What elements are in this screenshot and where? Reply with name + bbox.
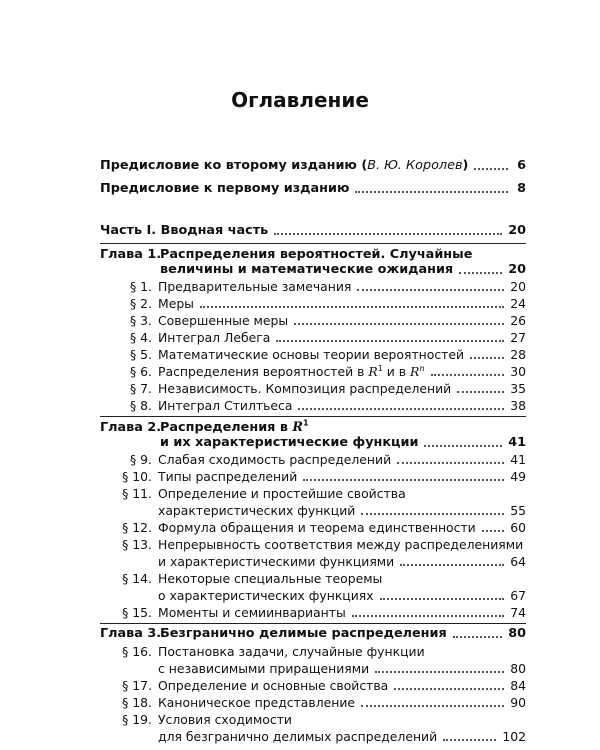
entry-label: Предисловие к первому изданию bbox=[100, 181, 350, 196]
leader-dots bbox=[276, 340, 504, 342]
section-19-line-1: § 19. Условия сходимости bbox=[122, 712, 292, 727]
section-16-line-1: § 16. Постановка задачи, случайные функции bbox=[122, 644, 425, 659]
toc-entry-section-7[interactable]: § 7. Независимость. Композиция распределений 35 bbox=[130, 381, 526, 396]
toc-entry-section-14[interactable]: о характеристических функциях 67 bbox=[158, 588, 526, 603]
toc-entry-chapter-1[interactable] bbox=[160, 262, 526, 278]
leader-dots bbox=[459, 272, 502, 274]
leader-dots bbox=[431, 374, 505, 376]
leader-dots bbox=[453, 636, 502, 638]
leader-dots bbox=[443, 739, 496, 741]
entry-label: величины и математические ожидания bbox=[160, 262, 454, 277]
leader-dots bbox=[457, 391, 504, 393]
leader-dots bbox=[274, 233, 502, 235]
leader-dots bbox=[470, 357, 504, 359]
toc-entry-section-3[interactable]: § 3. Совершенные меры 26 bbox=[130, 313, 526, 328]
toc-entry-section-10[interactable]: § 10. Типы распределений 49 bbox=[122, 469, 526, 484]
toc-title: Оглавление bbox=[231, 88, 369, 112]
toc-entry-section-9[interactable]: § 9. Слабая сходимость распределений 41 bbox=[130, 452, 526, 467]
toc-entry-part-1[interactable] bbox=[100, 223, 526, 239]
toc-entry-section-16[interactable]: с независимыми приращениями 80 bbox=[158, 661, 526, 676]
leader-dots bbox=[361, 705, 504, 707]
toc-entry-section-18[interactable]: § 18. Каноническое представление 90 bbox=[122, 695, 526, 710]
toc-entry-chapter-3[interactable]: Глава 3.Безгранично делимые распределения 80 bbox=[100, 626, 526, 641]
toc-entry-preface-first[interactable] bbox=[100, 181, 526, 197]
divider bbox=[100, 243, 526, 244]
entry-label: Предисловие ко второму изданию (В. Ю. Королев) bbox=[100, 158, 469, 173]
leader-dots bbox=[357, 289, 504, 291]
toc-entry-preface-second[interactable] bbox=[100, 158, 526, 174]
toc-entry-section-12[interactable]: § 12. Формула обращения и теорема единственности 60 bbox=[122, 520, 526, 535]
page-number: 6 bbox=[517, 158, 526, 173]
section-14-line-1: § 14. Некоторые специальные теоремы bbox=[122, 571, 383, 586]
page-number: 8 bbox=[517, 181, 526, 196]
chapter-2-title[interactable]: Глава 2.Распределения в $R^1$ bbox=[100, 418, 309, 435]
leader-dots bbox=[361, 513, 504, 515]
toc-entry-section-5[interactable]: § 5. Математические основы теории вероятностей 28 bbox=[130, 347, 526, 362]
leader-dots bbox=[298, 408, 504, 410]
toc-entry-section-15[interactable]: § 15. Моменты и семиинварианты 74 bbox=[122, 605, 526, 620]
page-number: 20 bbox=[508, 262, 526, 277]
leader-dots bbox=[303, 479, 504, 481]
leader-dots bbox=[397, 462, 504, 464]
divider bbox=[100, 623, 526, 624]
page-number: 20 bbox=[508, 223, 526, 238]
entry-label: Часть I. Вводная часть bbox=[100, 223, 269, 238]
toc-entry-section-4[interactable]: § 4. Интеграл Лебега 27 bbox=[130, 330, 526, 345]
toc-entry-section-13[interactable]: и характеристическими функциями 64 bbox=[158, 554, 526, 569]
leader-dots bbox=[482, 530, 505, 532]
leader-dots bbox=[352, 615, 504, 617]
leader-dots bbox=[394, 688, 504, 690]
leader-dots bbox=[200, 306, 504, 308]
toc-entry-section-11[interactable]: характеристических функций 55 bbox=[158, 503, 526, 518]
section-11-line-1: § 11. Определение и простейшие свойства bbox=[122, 486, 406, 501]
chapter-1-title[interactable]: Глава 1.Распределения вероятностей. Случайные bbox=[100, 247, 473, 262]
leader-dots bbox=[380, 598, 505, 600]
leader-dots bbox=[355, 191, 508, 193]
divider bbox=[100, 416, 526, 417]
leader-dots bbox=[474, 168, 508, 170]
section-13-line-1: § 13. Непрерывность соответствия между распределениями bbox=[122, 537, 524, 552]
toc-entry-section-1[interactable]: § 1. Предварительные замечания 20 bbox=[130, 279, 526, 294]
leader-dots bbox=[400, 564, 504, 566]
toc-entry-section-19[interactable]: для безгранично делимых распределений 102 bbox=[158, 729, 526, 744]
toc-entry-section-2[interactable]: § 2. Меры 24 bbox=[130, 296, 526, 311]
toc-entry-section-8[interactable]: § 8. Интеграл Стилтьеса 38 bbox=[130, 398, 526, 413]
toc-entry-section-6[interactable]: § 6. Распределения вероятностей в $R^1$ и в $R^n$ 30 bbox=[130, 363, 526, 379]
leader-dots bbox=[375, 671, 504, 673]
toc-entry-section-17[interactable]: § 17. Определение и основные свойства 84 bbox=[122, 678, 526, 693]
toc-entry-chapter-2[interactable]: и их характеристические функции 41 bbox=[160, 435, 526, 450]
leader-dots bbox=[294, 323, 504, 325]
leader-dots bbox=[424, 445, 502, 447]
